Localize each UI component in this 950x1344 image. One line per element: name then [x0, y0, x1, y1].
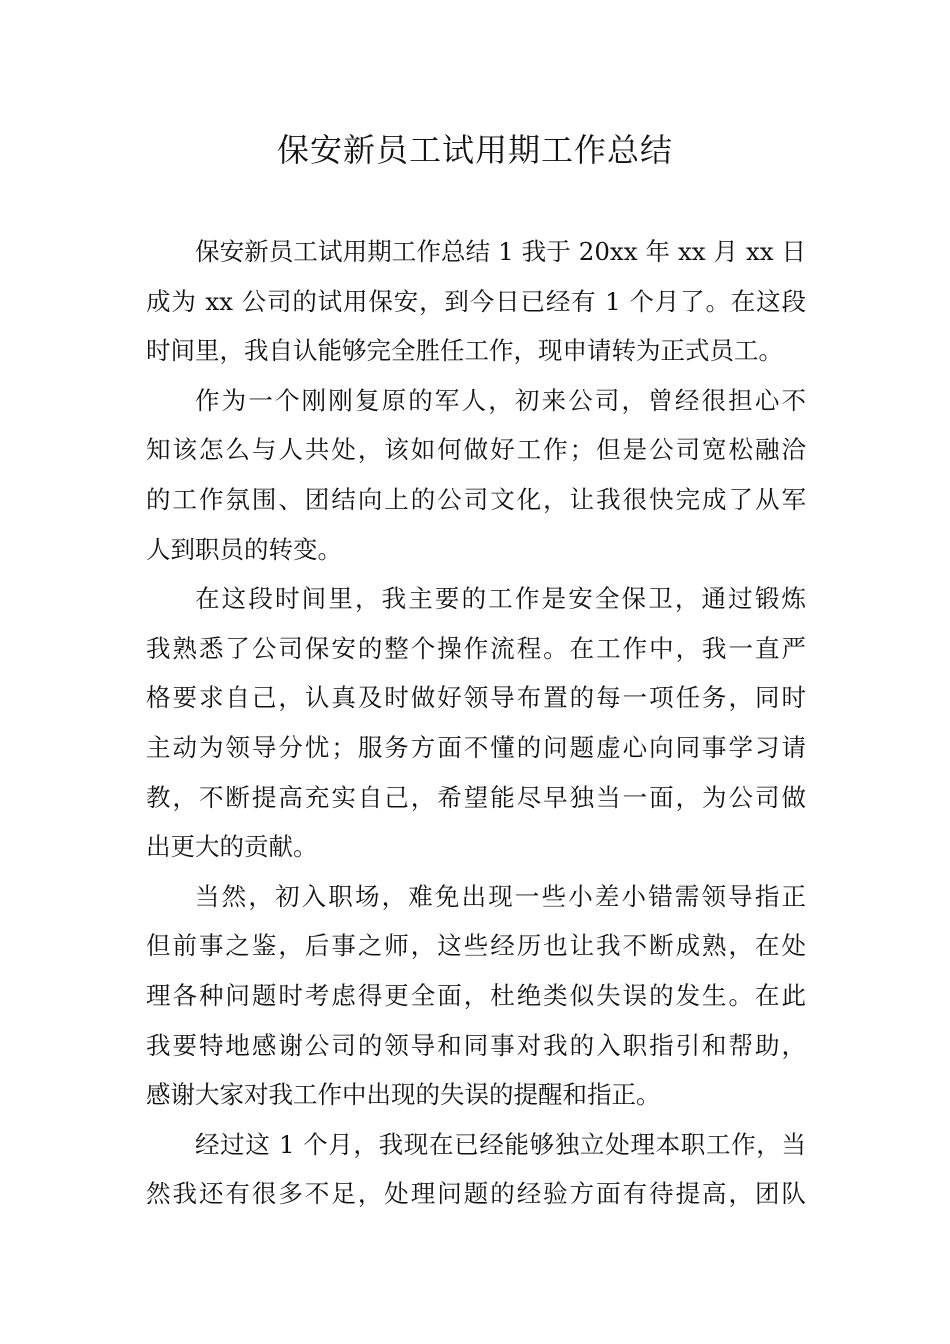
paragraph-line: 我要特地感谢公司的领导和同事对我的入职指引和帮助， [146, 1030, 806, 1060]
paragraph-line: 在这段时间里，我主要的工作是安全保卫，通过锻炼 [195, 584, 806, 614]
paragraph-line: 经过这 1 个月，我现在已经能够独立处理本职工作，当 [195, 1129, 806, 1159]
document-title: 保安新员工试用期工作总结 [276, 131, 673, 169]
paragraph-line: 作为一个刚刚复原的军人，初来公司，曾经很担心不 [195, 385, 806, 415]
paragraph-line: 感谢大家对我工作中出现的失误的提醒和指正。 [146, 1080, 661, 1110]
paragraph-1 [146, 227, 806, 376]
paragraph-line: 人到职员的转变。 [146, 534, 342, 564]
paragraph-line: 的工作氛围、团结向上的公司文化，让我很快完成了从军 [146, 484, 806, 514]
paragraph-line: 理各种问题时考虑得更全面，杜绝类似失误的发生。在此 [146, 980, 806, 1010]
document-body [146, 227, 806, 1219]
paragraph-line: 保安新员工试用期工作总结 1 我于 20xx 年 xx 月 xx 日 [195, 237, 806, 266]
paragraph-4 [146, 872, 806, 1120]
paragraph-line: 知该怎么与人共处，该如何做好工作；但是公司宽松融洽 [146, 435, 806, 465]
paragraph-line: 主动为领导分忧；服务方面不懂的问题虚心向同事学习请 [146, 732, 806, 762]
paragraph-5 [146, 1120, 806, 1219]
paragraph-line: 时间里，我自认能够完全胜任工作，现申请转为正式员工。 [146, 336, 783, 366]
paragraph-line: 当然，初入职场，难免出现一些小差小错需领导指正 [195, 881, 806, 911]
paragraph-line: 成为 xx 公司的试用保安，到今日已经有 1 个月了。在这段 [146, 286, 806, 316]
paragraph-line: 出更大的贡献。 [146, 832, 318, 862]
paragraph-line: 但前事之鉴，后事之师，这些经历也让我不断成熟，在处 [146, 931, 806, 961]
paragraph-line: 我熟悉了公司保安的整个操作流程。在工作中，我一直严 [146, 633, 806, 663]
paragraph-line: 教，不断提高充实自己，希望能尽早独当一面，为公司做 [146, 782, 806, 812]
paragraph-line: 格要求自己，认真及时做好领导布置的每一项任务，同时 [146, 683, 806, 713]
paragraph-line: 然我还有很多不足，处理问题的经验方面有待提高，团队 [146, 1179, 806, 1209]
paragraph-3 [146, 574, 806, 872]
paragraph-2 [146, 376, 806, 574]
